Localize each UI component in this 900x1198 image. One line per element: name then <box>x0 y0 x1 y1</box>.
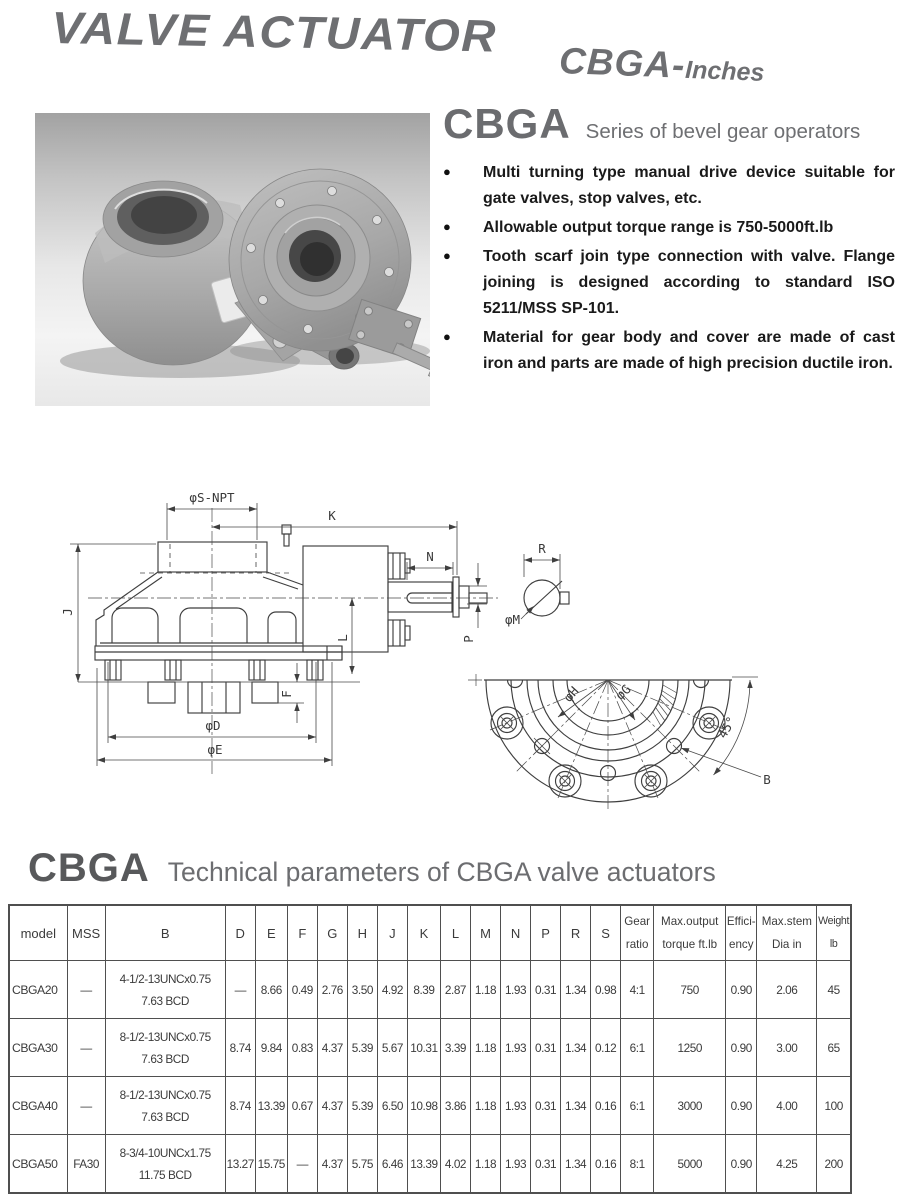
table-cell: 0.31 <box>531 1019 561 1077</box>
table-cell: 1.34 <box>561 1077 591 1135</box>
table-cell: 3000 <box>654 1077 726 1135</box>
column-header: B <box>105 905 225 961</box>
feature-item <box>443 325 895 377</box>
table-cell: 2.06 <box>757 961 817 1019</box>
dim-label-f: F <box>279 690 294 698</box>
series-tagline: Series of bevel gear operators <box>585 120 861 143</box>
table-row <box>9 1077 851 1135</box>
table-cell: 1250 <box>654 1019 726 1077</box>
column-header: M <box>470 905 500 961</box>
table-cell: 4.25 <box>757 1135 817 1194</box>
table-row <box>9 1019 851 1077</box>
table-cell: 1.93 <box>501 1077 531 1135</box>
table-cell: 1.34 <box>561 1135 591 1194</box>
series-heading: CBGA <box>443 100 571 147</box>
table-cell: 5.67 <box>377 1019 407 1077</box>
column-header: S <box>591 905 621 961</box>
table-cell: 8.66 <box>255 961 287 1019</box>
column-header: Weight lb <box>817 905 851 961</box>
table-cell: 3.00 <box>757 1019 817 1077</box>
table-cell: 1.18 <box>470 961 500 1019</box>
parameters-table <box>8 904 852 1194</box>
table-cell: 10.31 <box>407 1019 440 1077</box>
dim-label-e: φE <box>207 742 223 757</box>
table-cell: — <box>67 961 105 1019</box>
dim-label-l: L <box>335 634 350 642</box>
table-cell: 6:1 <box>621 1019 654 1077</box>
table-cell: 100 <box>817 1077 851 1135</box>
column-header: H <box>347 905 377 961</box>
table-cell: 4.37 <box>317 1135 347 1194</box>
table-cell: 15.75 <box>255 1135 287 1194</box>
dim-label-p: P <box>461 635 476 643</box>
column-header: model <box>9 905 67 961</box>
dim-label-angle: 45° <box>714 713 739 741</box>
table-cell: 13.39 <box>407 1135 440 1194</box>
column-header: Max.stem Dia in <box>757 905 817 961</box>
table-cell: 1.18 <box>470 1019 500 1077</box>
table-cell: 13.39 <box>255 1077 287 1135</box>
table-cell: — <box>67 1077 105 1135</box>
table-cell: 0.83 <box>287 1019 317 1077</box>
table-cell: 6.50 <box>377 1077 407 1135</box>
dim-label-h: φH <box>560 683 582 705</box>
table-cell: CBGA30 <box>9 1019 67 1077</box>
table-cell: 0.90 <box>726 961 757 1019</box>
table-cell: 4:1 <box>621 961 654 1019</box>
table-cell: 8.39 <box>407 961 440 1019</box>
page-subtitle-units: Inches <box>684 55 765 87</box>
feature-text: Allowable output torque range is 750-5000ft.lb <box>483 219 834 236</box>
table-cell: 200 <box>817 1135 851 1194</box>
column-header: Effici- ency <box>726 905 757 961</box>
table-cell: 1.93 <box>501 961 531 1019</box>
page-subtitle <box>558 40 765 90</box>
table-cell: 13.27 <box>225 1135 255 1194</box>
table-cell: 3.86 <box>440 1077 470 1135</box>
column-header: N <box>501 905 531 961</box>
table-row <box>9 1135 851 1194</box>
table-header-row <box>9 905 851 961</box>
table-cell: 6.46 <box>377 1135 407 1194</box>
table-cell: 4.00 <box>757 1077 817 1135</box>
table-cell: 4-1/2-13UNCx0.75 7.63 BCD <box>105 961 225 1019</box>
table-cell: 0.90 <box>726 1077 757 1135</box>
params-heading: CBGA <box>28 846 150 890</box>
table-cell: 2.87 <box>440 961 470 1019</box>
product-photo-art <box>35 113 430 406</box>
table-cell: 45 <box>817 961 851 1019</box>
bullet-icon: ● <box>443 164 451 179</box>
table-cell: 0.67 <box>287 1077 317 1135</box>
dim-label-d: φD <box>205 718 221 733</box>
table-body <box>9 961 851 1194</box>
table-cell: 1.34 <box>561 1019 591 1077</box>
table-cell: FA30 <box>67 1135 105 1194</box>
table-header <box>9 905 851 961</box>
dim-label-n: N <box>426 549 434 564</box>
feature-text: Multi turning type manual drive device suitable for gate valves, stop valves, etc. <box>483 164 895 207</box>
table-cell: — <box>225 961 255 1019</box>
table-cell: 3.39 <box>440 1019 470 1077</box>
table-cell: 0.98 <box>591 961 621 1019</box>
table-cell: CBGA50 <box>9 1135 67 1194</box>
column-header: Max.output torque ft.lb <box>654 905 726 961</box>
table-cell: 1.93 <box>501 1135 531 1194</box>
column-header: Gear ratio <box>621 905 654 961</box>
table-cell: 5.39 <box>347 1077 377 1135</box>
table-cell: 0.12 <box>591 1019 621 1077</box>
feature-list <box>443 160 895 380</box>
table-cell: 8-1/2-13UNCx0.75 7.63 BCD <box>105 1019 225 1077</box>
dim-label-j: J <box>60 608 75 616</box>
feature-item <box>443 160 895 212</box>
table-cell: 65 <box>817 1019 851 1077</box>
dim-label-b: B <box>763 772 771 787</box>
column-header: K <box>407 905 440 961</box>
page-title: VALVE ACTUATOR <box>51 2 498 62</box>
table-cell: CBGA40 <box>9 1077 67 1135</box>
table-cell: 0.49 <box>287 961 317 1019</box>
table-cell: 5.75 <box>347 1135 377 1194</box>
dim-label-r: R <box>538 541 546 556</box>
feature-text: Tooth scarf join type connection with valve. Flange joining is designed according to standard ISO 5211/MSS SP-101. <box>483 248 895 317</box>
table-cell: 5000 <box>654 1135 726 1194</box>
table-cell: CBGA20 <box>9 961 67 1019</box>
params-subtitle: Technical parameters of CBGA valve actuators <box>167 857 716 887</box>
table-cell: 6:1 <box>621 1077 654 1135</box>
table-cell: 3.50 <box>347 961 377 1019</box>
table-cell: 4.37 <box>317 1077 347 1135</box>
bullet-icon: ● <box>443 329 451 344</box>
table-cell: 0.16 <box>591 1077 621 1135</box>
product-photo <box>35 113 430 406</box>
table-cell: 0.31 <box>531 961 561 1019</box>
table-cell: 9.84 <box>255 1019 287 1077</box>
bullet-icon: ● <box>443 219 451 234</box>
column-header: R <box>561 905 591 961</box>
table-cell: 8.74 <box>225 1019 255 1077</box>
table-cell: 1.18 <box>470 1077 500 1135</box>
column-header: G <box>317 905 347 961</box>
table-cell: 0.90 <box>726 1019 757 1077</box>
column-header: E <box>255 905 287 961</box>
table-cell: 8-1/2-13UNCx0.75 7.63 BCD <box>105 1077 225 1135</box>
table-cell: 1.18 <box>470 1135 500 1194</box>
page-subtitle-series: CBGA- <box>558 40 687 86</box>
table-cell: — <box>287 1135 317 1194</box>
table-cell: 10.98 <box>407 1077 440 1135</box>
column-header: P <box>531 905 561 961</box>
column-header: F <box>287 905 317 961</box>
table-cell: 4.37 <box>317 1019 347 1077</box>
table-cell: 5.39 <box>347 1019 377 1077</box>
dim-label-k: K <box>328 508 336 523</box>
params-heading-row <box>28 846 888 891</box>
feature-text: Material for gear body and cover are made of cast iron and parts are made of high precision ductile iron. <box>483 329 895 372</box>
table-cell: 0.90 <box>726 1135 757 1194</box>
dim-label-s-npt: φS-NPT <box>189 490 235 505</box>
table-cell: 8:1 <box>621 1135 654 1194</box>
column-header: L <box>440 905 470 961</box>
table-cell: 8.74 <box>225 1077 255 1135</box>
bullet-icon: ● <box>443 248 451 263</box>
table-cell: 4.92 <box>377 961 407 1019</box>
dimension-drawing <box>20 462 880 840</box>
table-cell: 8-3/4-10UNCx1.75 11.75 BCD <box>105 1135 225 1194</box>
table-cell: 1.34 <box>561 961 591 1019</box>
column-header: D <box>225 905 255 961</box>
table-cell: 4.02 <box>440 1135 470 1194</box>
table-cell: 750 <box>654 961 726 1019</box>
dim-label-g: φG <box>612 681 634 703</box>
table-cell: 2.76 <box>317 961 347 1019</box>
dim-label-m: φM <box>504 612 520 627</box>
table-cell: 0.31 <box>531 1135 561 1194</box>
table-cell: 0.31 <box>531 1077 561 1135</box>
feature-item <box>443 215 895 241</box>
series-heading-row <box>443 100 893 148</box>
table-cell: — <box>67 1019 105 1077</box>
column-header: MSS <box>67 905 105 961</box>
table-cell: 1.93 <box>501 1019 531 1077</box>
column-header: J <box>377 905 407 961</box>
technical-drawing <box>20 462 880 840</box>
table-row <box>9 961 851 1019</box>
table-cell: 0.16 <box>591 1135 621 1194</box>
feature-item <box>443 244 895 322</box>
